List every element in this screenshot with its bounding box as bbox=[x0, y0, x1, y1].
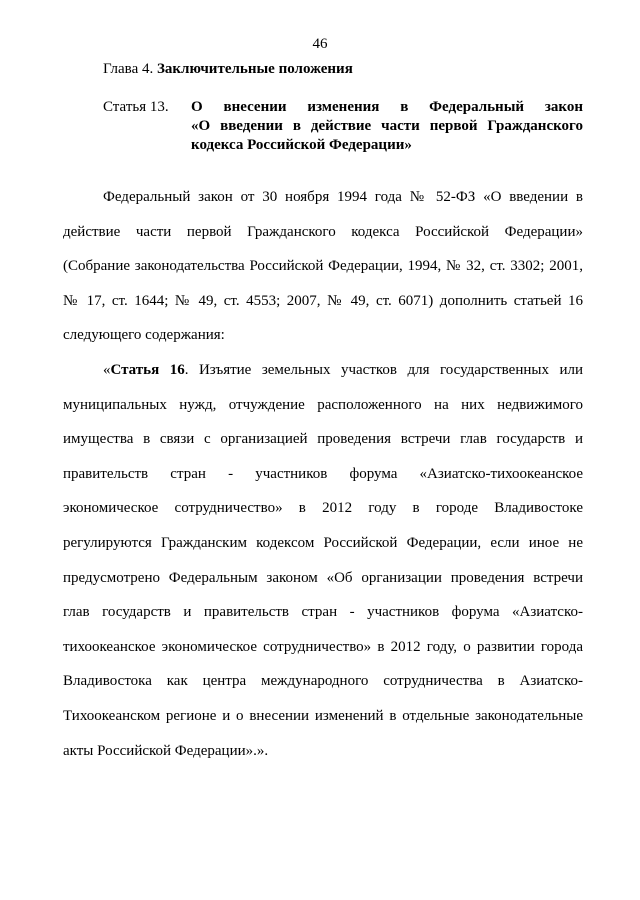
text-line: тихоокеанское экономическое сотрудничество» в 2012 году, о развитии города bbox=[63, 638, 583, 655]
text-line: акты Российской Федерации».». bbox=[63, 742, 269, 759]
paragraph-article-16 bbox=[63, 353, 583, 768]
text-line: правительств стран - участников форума «Азиатско-тихоокеанское bbox=[63, 465, 583, 482]
text-fragment: . Изъятие земельных участков для государственных или bbox=[184, 361, 583, 378]
text-line: (Собрание законодательства Российской Федерации, 1994, № 32, ст. 3302; 2001, bbox=[63, 258, 583, 275]
text-line: действие части первой Гражданского кодекса Российской Федерации» bbox=[63, 223, 583, 240]
paragraph-amendment bbox=[63, 180, 583, 353]
article-heading bbox=[103, 98, 583, 155]
article-16-label: Статья 16 bbox=[110, 361, 185, 378]
text-line: предусмотрено Федеральным законом «Об организации проведения встречи bbox=[63, 569, 583, 586]
page-number: 46 bbox=[312, 36, 328, 52]
text-line: № 17, ст. 1644; № 49, ст. 4553; 2007, № 49, ст. 6071) дополнить статьей 16 bbox=[63, 292, 583, 309]
text-line: следующего содержания: bbox=[63, 327, 225, 344]
article-title-line: кодекса Российской Федерации» bbox=[191, 137, 412, 153]
text-line: регулируются Гражданским кодексом Российской Федерации, если иное не bbox=[63, 534, 583, 551]
quote-open: « bbox=[103, 361, 111, 378]
chapter-heading bbox=[103, 61, 353, 78]
document-body bbox=[63, 180, 583, 768]
text-line: Владивостока как центра международного сотрудничества в Азиатско- bbox=[63, 673, 583, 690]
article-title-line: «О введении в действие части первой Гражданского bbox=[191, 118, 583, 134]
chapter-label: Глава 4. bbox=[103, 61, 154, 77]
text-line: экономическое сотрудничество» в 2012 году в городе Владивостоке bbox=[63, 500, 583, 517]
text-line: Тихоокеанском регионе и о внесении изменений в отдельные законодательные bbox=[63, 707, 583, 724]
text-line: глав государств и правительств стран - участников форума «Азиатско- bbox=[63, 604, 583, 621]
article-title-line: О внесении изменения в Федеральный закон bbox=[191, 99, 583, 115]
article-title bbox=[191, 98, 583, 155]
chapter-title: Заключительные положения bbox=[156, 61, 353, 77]
article-number: Статья 13. bbox=[103, 99, 169, 115]
text-line bbox=[63, 353, 583, 388]
text-line: имущества в связи с организацией проведения встречи глав государств и bbox=[63, 431, 583, 448]
text-line: Федеральный закон от 30 ноября 1994 года № 52-ФЗ «О введении в bbox=[103, 189, 583, 205]
text-line: муниципальных нужд, отчуждение расположенного на них недвижимого bbox=[63, 396, 583, 413]
